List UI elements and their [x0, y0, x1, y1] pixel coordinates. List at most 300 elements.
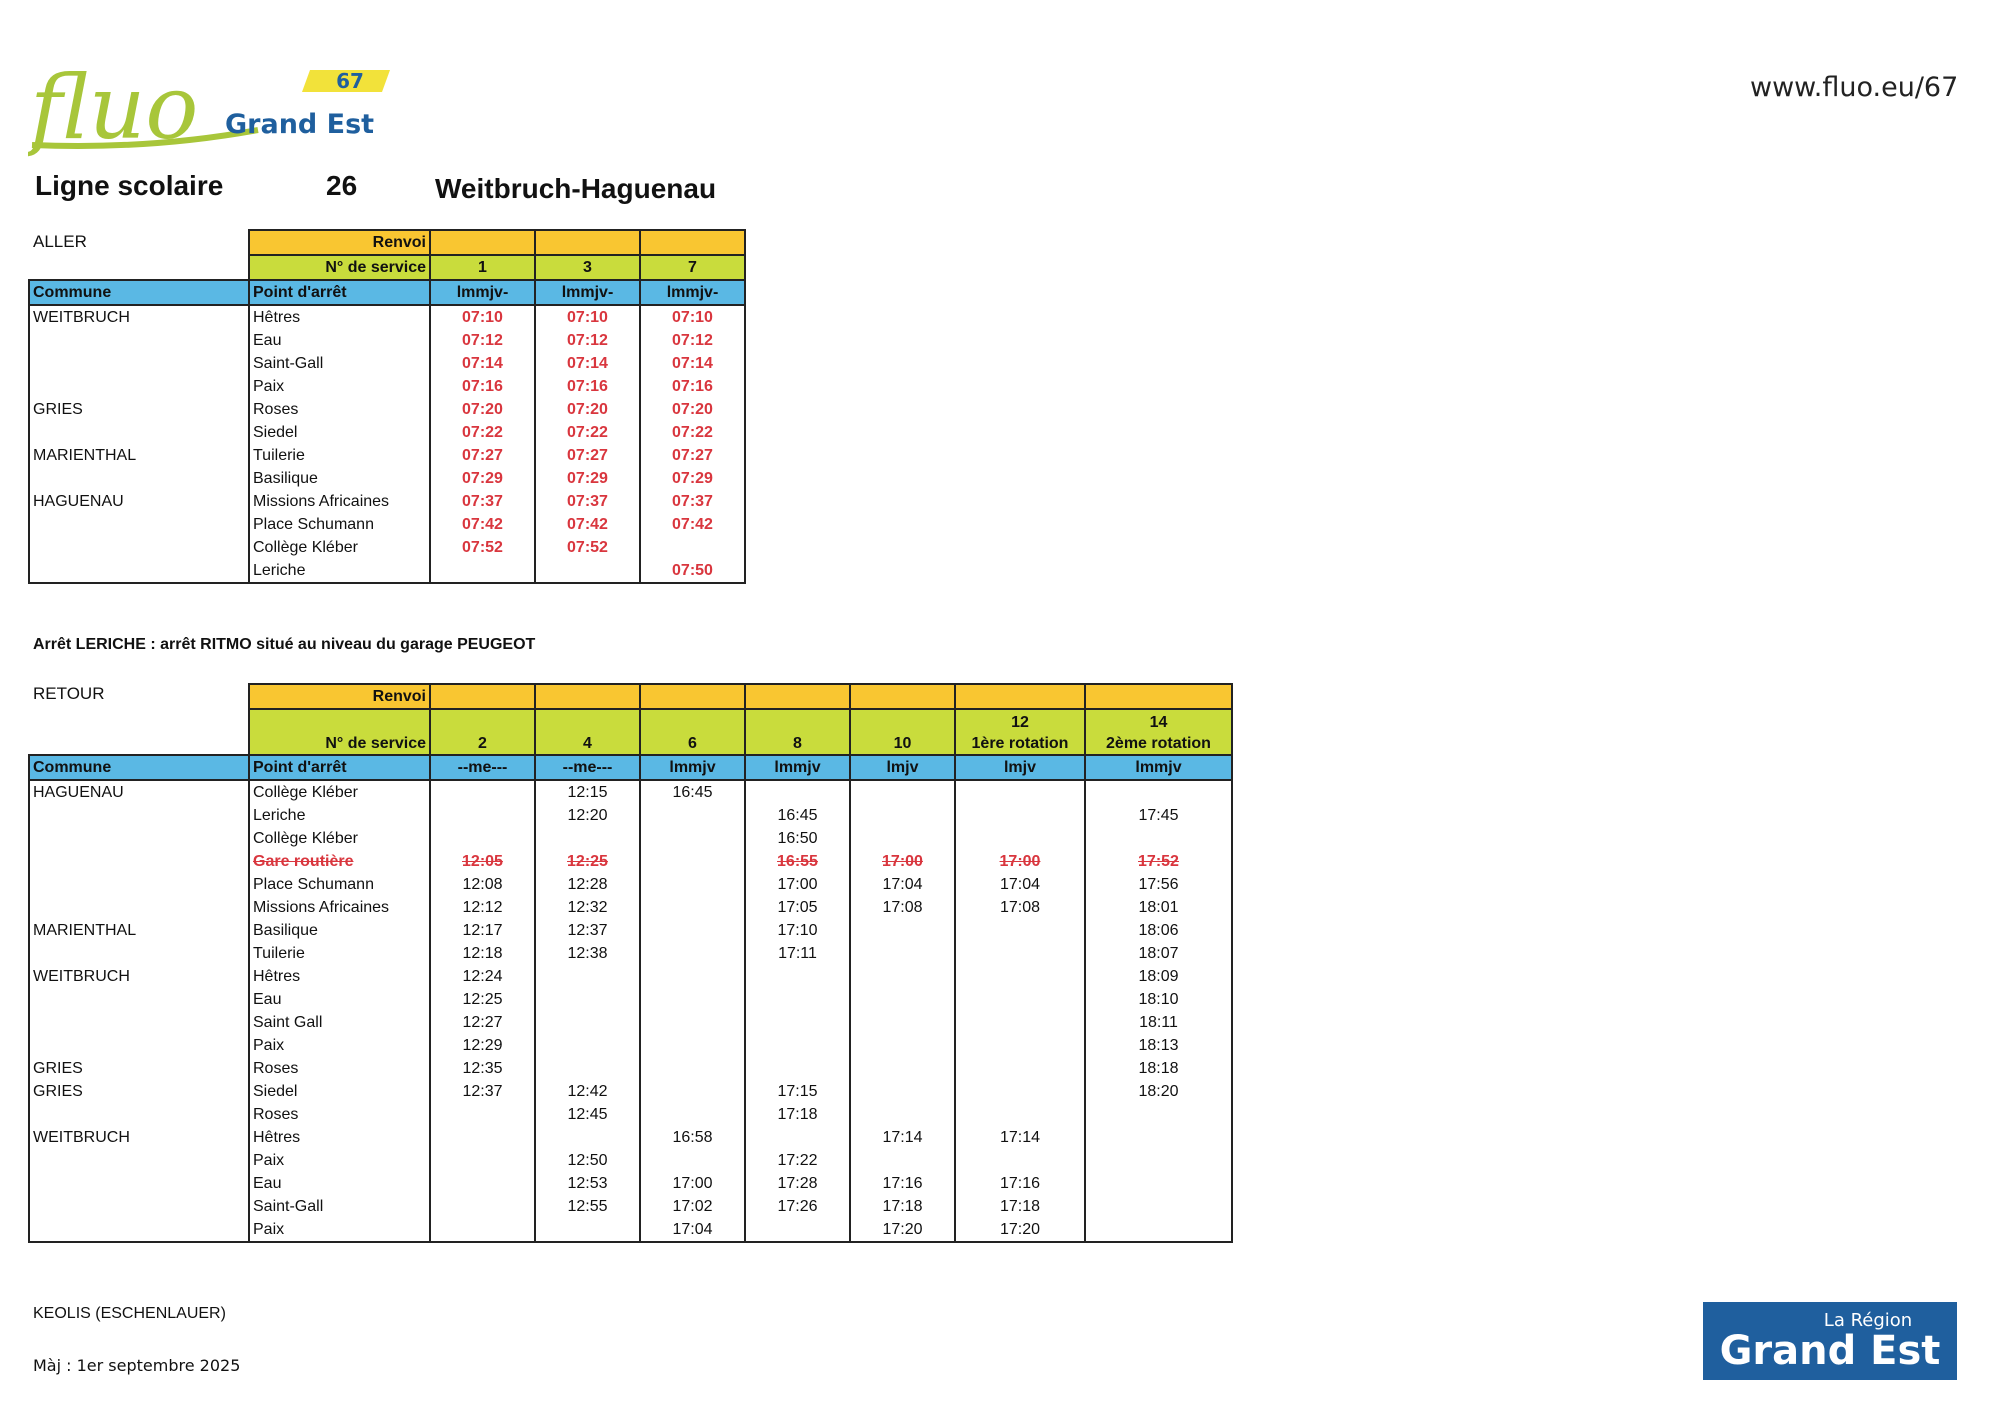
aller-service-row	[29, 255, 745, 280]
time-cell: 17:02	[640, 1195, 745, 1218]
time-cell: 18:01	[1085, 896, 1232, 919]
time-cell	[850, 1034, 955, 1057]
time-cell	[850, 1149, 955, 1172]
time-cell	[535, 1034, 640, 1057]
retour-table-row	[29, 850, 1232, 873]
commune-cell	[29, 559, 249, 583]
region-grand-est-logo	[1703, 1302, 1957, 1380]
time-cell	[955, 1080, 1085, 1103]
stop-cell: Hêtres	[249, 1126, 430, 1149]
commune-cell	[29, 352, 249, 375]
time-cell	[1085, 1172, 1232, 1195]
stop-cell: Place Schumann	[249, 513, 430, 536]
stop-cell: Leriche	[249, 804, 430, 827]
time-cell	[640, 1080, 745, 1103]
retour-table-row	[29, 1057, 1232, 1080]
commune-cell	[29, 1034, 249, 1057]
time-cell	[640, 804, 745, 827]
commune-cell	[29, 1172, 249, 1195]
time-cell: 12:55	[535, 1195, 640, 1218]
time-cell: 07:16	[430, 375, 535, 398]
stop-cell: Roses	[249, 1057, 430, 1080]
aller-stop-header: Point d'arrêt	[249, 280, 430, 305]
time-cell: 07:12	[640, 329, 745, 352]
time-cell: 07:16	[535, 375, 640, 398]
time-cell	[430, 827, 535, 850]
stop-cell: Paix	[249, 1034, 430, 1057]
time-cell: 12:29	[430, 1034, 535, 1057]
retour-table-row	[29, 1195, 1232, 1218]
commune-cell	[29, 467, 249, 490]
retour-table-row	[29, 1172, 1232, 1195]
aller-renvoi-row	[29, 230, 745, 255]
stop-cell: Saint-Gall	[249, 1195, 430, 1218]
retour-service-number	[1085, 709, 1232, 755]
aller-table-row	[29, 329, 745, 352]
time-cell	[640, 850, 745, 873]
aller-column-header-row	[29, 280, 745, 305]
commune-cell	[29, 421, 249, 444]
time-cell	[430, 559, 535, 583]
aller-renvoi-cell	[535, 230, 640, 255]
time-cell: 12:05	[430, 850, 535, 873]
time-cell	[640, 1034, 745, 1057]
retour-days-cell: lmjv	[955, 755, 1085, 780]
time-cell: 18:06	[1085, 919, 1232, 942]
stop-cell: Basilique	[249, 919, 430, 942]
retour-service-number	[955, 709, 1085, 755]
time-cell: 17:18	[955, 1195, 1085, 1218]
time-cell: 12:53	[535, 1172, 640, 1195]
time-cell: 17:52	[1085, 850, 1232, 873]
time-cell: 17:00	[640, 1172, 745, 1195]
fluo-grand-est-logo	[28, 50, 398, 160]
commune-cell	[29, 1195, 249, 1218]
time-cell	[640, 827, 745, 850]
aller-table-row	[29, 305, 745, 329]
aller-service-number: 3	[535, 255, 640, 280]
stop-cell: Place Schumann	[249, 873, 430, 896]
time-cell	[955, 965, 1085, 988]
time-cell	[955, 1149, 1085, 1172]
time-cell	[640, 536, 745, 559]
aller-empty-cell	[29, 230, 249, 255]
retour-renvoi-cell	[745, 684, 850, 709]
time-cell: 07:12	[430, 329, 535, 352]
time-cell: 07:37	[430, 490, 535, 513]
time-cell: 17:08	[850, 896, 955, 919]
time-cell: 07:29	[535, 467, 640, 490]
stop-cell: Missions Africaines	[249, 896, 430, 919]
website-url[interactable]: www.fluo.eu/67	[1750, 72, 1959, 103]
route-name: Weitbruch-Haguenau	[435, 173, 717, 204]
time-cell: 12:28	[535, 873, 640, 896]
time-cell: 17:20	[955, 1218, 1085, 1242]
commune-cell	[29, 513, 249, 536]
aller-empty-cell	[29, 255, 249, 280]
time-cell	[745, 780, 850, 804]
time-cell: 12:35	[430, 1057, 535, 1080]
region-logo-top-text: La Région	[1823, 1310, 1913, 1331]
time-cell	[955, 919, 1085, 942]
stop-cell: Paix	[249, 375, 430, 398]
retour-service-number: 8	[745, 709, 850, 755]
commune-cell	[29, 1218, 249, 1242]
time-cell	[955, 827, 1085, 850]
commune-cell: HAGUENAU	[29, 490, 249, 513]
line-type-title: Ligne scolaire	[35, 170, 224, 201]
time-cell: 16:58	[640, 1126, 745, 1149]
retour-service-number: 6	[640, 709, 745, 755]
time-cell: 17:26	[745, 1195, 850, 1218]
retour-empty-cell	[29, 709, 249, 755]
commune-cell	[29, 942, 249, 965]
time-cell: 12:08	[430, 873, 535, 896]
retour-table-row	[29, 896, 1232, 919]
time-cell: 18:13	[1085, 1034, 1232, 1057]
time-cell: 17:18	[745, 1103, 850, 1126]
retour-renvoi-cell	[955, 684, 1085, 709]
retour-service-num: 14	[1149, 714, 1168, 731]
retour-table-row	[29, 1218, 1232, 1242]
time-cell: 17:04	[955, 873, 1085, 896]
time-cell	[1085, 1195, 1232, 1218]
stop-cell: Saint-Gall	[249, 352, 430, 375]
retour-renvoi-label: Renvoi	[249, 684, 430, 709]
time-cell: 17:14	[850, 1126, 955, 1149]
aller-service-number: 1	[430, 255, 535, 280]
aller-table-row	[29, 513, 745, 536]
time-cell	[1085, 780, 1232, 804]
retour-table-row	[29, 1011, 1232, 1034]
time-cell	[745, 965, 850, 988]
time-cell	[640, 1149, 745, 1172]
retour-renvoi-row	[29, 684, 1232, 709]
time-cell: 17:56	[1085, 873, 1232, 896]
stop-cell: Eau	[249, 988, 430, 1011]
time-cell	[955, 1034, 1085, 1057]
aller-table-row	[29, 536, 745, 559]
time-cell	[640, 988, 745, 1011]
leriche-stop-note: Arrêt LERICHE : arrêt RITMO situé au niveau du garage PEUGEOT	[33, 636, 536, 653]
retour-renvoi-cell	[430, 684, 535, 709]
retour-renvoi-cell	[850, 684, 955, 709]
stop-cell: Tuilerie	[249, 942, 430, 965]
stop-cell: Basilique	[249, 467, 430, 490]
retour-service-number: 2	[430, 709, 535, 755]
aller-table-row	[29, 375, 745, 398]
commune-cell	[29, 827, 249, 850]
time-cell	[850, 942, 955, 965]
time-cell	[955, 1103, 1085, 1126]
time-cell	[955, 1011, 1085, 1034]
aller-table-row	[29, 467, 745, 490]
retour-table-row	[29, 1149, 1232, 1172]
time-cell: 07:22	[535, 421, 640, 444]
time-cell	[430, 1218, 535, 1242]
time-cell: 12:20	[535, 804, 640, 827]
time-cell	[850, 1103, 955, 1126]
time-cell	[640, 965, 745, 988]
retour-days-cell: --me---	[535, 755, 640, 780]
commune-cell	[29, 804, 249, 827]
stop-cell: Missions Africaines	[249, 490, 430, 513]
time-cell	[535, 988, 640, 1011]
aller-table-row	[29, 559, 745, 583]
region-logo-name: Grand Est	[1719, 1328, 1941, 1374]
commune-cell	[29, 896, 249, 919]
time-cell: 07:42	[430, 513, 535, 536]
time-cell: 17:18	[850, 1195, 955, 1218]
time-cell	[745, 988, 850, 1011]
time-cell: 07:22	[640, 421, 745, 444]
commune-cell: WEITBRUCH	[29, 965, 249, 988]
time-cell: 17:14	[955, 1126, 1085, 1149]
aller-body	[29, 305, 745, 583]
logo-fluo-text: fluo	[30, 56, 199, 159]
retour-service-rotation: 2ème rotation	[1106, 735, 1211, 752]
time-cell	[535, 1218, 640, 1242]
time-cell	[430, 1126, 535, 1149]
time-cell: 12:24	[430, 965, 535, 988]
time-cell: 17:16	[955, 1172, 1085, 1195]
time-cell: 12:18	[430, 942, 535, 965]
aller-table-row	[29, 352, 745, 375]
time-cell: 12:12	[430, 896, 535, 919]
aller-commune-header: Commune	[29, 280, 249, 305]
time-cell: 07:12	[535, 329, 640, 352]
aller-timetable	[28, 229, 746, 584]
time-cell: 07:27	[535, 444, 640, 467]
retour-service-num: 12	[1011, 714, 1029, 731]
time-cell	[640, 919, 745, 942]
time-cell: 17:00	[745, 873, 850, 896]
retour-table-row	[29, 780, 1232, 804]
time-cell: 17:08	[955, 896, 1085, 919]
time-cell: 12:37	[535, 919, 640, 942]
stop-cell: Tuilerie	[249, 444, 430, 467]
time-cell: 16:50	[745, 827, 850, 850]
aller-days-cell: lmmjv-	[640, 280, 745, 305]
time-cell	[850, 827, 955, 850]
aller-days-cell: lmmjv-	[535, 280, 640, 305]
time-cell: 17:04	[640, 1218, 745, 1242]
time-cell: 07:37	[535, 490, 640, 513]
time-cell: 12:25	[430, 988, 535, 1011]
retour-days-cell: lmmjv	[1085, 755, 1232, 780]
time-cell: 12:38	[535, 942, 640, 965]
time-cell: 17:45	[1085, 804, 1232, 827]
stop-cell: Siedel	[249, 421, 430, 444]
time-cell	[745, 1218, 850, 1242]
time-cell: 07:27	[430, 444, 535, 467]
time-cell	[535, 1126, 640, 1149]
retour-table-row	[29, 965, 1232, 988]
time-cell	[955, 988, 1085, 1011]
commune-cell	[29, 536, 249, 559]
time-cell: 17:11	[745, 942, 850, 965]
time-cell: 17:22	[745, 1149, 850, 1172]
time-cell: 17:15	[745, 1080, 850, 1103]
time-cell: 07:14	[535, 352, 640, 375]
time-cell: 17:28	[745, 1172, 850, 1195]
aller-renvoi-label: Renvoi	[249, 230, 430, 255]
stop-cell: Eau	[249, 1172, 430, 1195]
retour-timetable	[28, 683, 1233, 1243]
aller-table-row	[29, 398, 745, 421]
retour-renvoi-cell	[640, 684, 745, 709]
retour-table-row	[29, 1103, 1232, 1126]
retour-days-cell: lmmjv	[745, 755, 850, 780]
time-cell: 17:16	[850, 1172, 955, 1195]
stop-cell: Hêtres	[249, 965, 430, 988]
time-cell	[955, 780, 1085, 804]
stop-cell: Eau	[249, 329, 430, 352]
time-cell	[640, 896, 745, 919]
time-cell: 12:45	[535, 1103, 640, 1126]
time-cell	[1085, 1103, 1232, 1126]
time-cell	[430, 804, 535, 827]
time-cell: 07:52	[535, 536, 640, 559]
time-cell: 07:14	[430, 352, 535, 375]
aller-days-cell: lmmjv-	[430, 280, 535, 305]
time-cell: 12:32	[535, 896, 640, 919]
commune-cell	[29, 1103, 249, 1126]
retour-table-row	[29, 1034, 1232, 1057]
aller-renvoi-cell	[430, 230, 535, 255]
time-cell: 12:37	[430, 1080, 535, 1103]
time-cell: 17:00	[955, 850, 1085, 873]
time-cell: 07:10	[640, 305, 745, 329]
aller-section-label: ALLER	[33, 232, 87, 251]
time-cell: 18:18	[1085, 1057, 1232, 1080]
retour-column-header-row	[29, 755, 1232, 780]
time-cell: 17:20	[850, 1218, 955, 1242]
time-cell: 07:42	[640, 513, 745, 536]
retour-renvoi-cell	[1085, 684, 1232, 709]
commune-cell: WEITBRUCH	[29, 305, 249, 329]
time-cell: 07:10	[430, 305, 535, 329]
retour-stop-header: Point d'arrêt	[249, 755, 430, 780]
time-cell	[430, 1103, 535, 1126]
time-cell: 12:15	[535, 780, 640, 804]
time-cell: 07:20	[430, 398, 535, 421]
time-cell	[1085, 827, 1232, 850]
aller-table-row	[29, 490, 745, 513]
stop-cell: Paix	[249, 1218, 430, 1242]
retour-commune-header: Commune	[29, 755, 249, 780]
time-cell	[640, 1011, 745, 1034]
time-cell	[955, 804, 1085, 827]
time-cell	[850, 1057, 955, 1080]
time-cell	[535, 965, 640, 988]
commune-cell: MARIENTHAL	[29, 919, 249, 942]
aller-table-row	[29, 444, 745, 467]
time-cell	[850, 988, 955, 1011]
retour-table-row	[29, 827, 1232, 850]
logo-badge-text: 67	[336, 69, 364, 93]
time-cell: 18:07	[1085, 942, 1232, 965]
time-cell	[640, 942, 745, 965]
time-cell: 07:20	[535, 398, 640, 421]
retour-service-number: 10	[850, 709, 955, 755]
time-cell: 07:14	[640, 352, 745, 375]
time-cell	[745, 1011, 850, 1034]
time-cell: 07:10	[535, 305, 640, 329]
time-cell: 07:27	[640, 444, 745, 467]
stop-cell: Roses	[249, 398, 430, 421]
time-cell: 17:04	[850, 873, 955, 896]
time-cell	[640, 1103, 745, 1126]
stop-cell: Collège Kléber	[249, 780, 430, 804]
time-cell	[955, 1057, 1085, 1080]
commune-cell: MARIENTHAL	[29, 444, 249, 467]
logo-grand-est-text: Grand Est	[225, 109, 375, 140]
stop-cell: Roses	[249, 1103, 430, 1126]
time-cell	[430, 1149, 535, 1172]
time-cell	[430, 1172, 535, 1195]
stop-cell: Gare routière	[249, 850, 430, 873]
time-cell: 12:42	[535, 1080, 640, 1103]
retour-body	[29, 780, 1232, 1242]
time-cell: 07:52	[430, 536, 535, 559]
time-cell: 16:45	[640, 780, 745, 804]
update-date: Màj : 1er septembre 2025	[33, 1356, 241, 1375]
time-cell	[640, 873, 745, 896]
time-cell: 16:45	[745, 804, 850, 827]
retour-days-cell: lmjv	[850, 755, 955, 780]
time-cell	[955, 942, 1085, 965]
time-cell	[850, 965, 955, 988]
commune-cell: WEITBRUCH	[29, 1126, 249, 1149]
commune-cell: GRIES	[29, 398, 249, 421]
retour-service-number: 4	[535, 709, 640, 755]
retour-table-row	[29, 804, 1232, 827]
time-cell	[850, 780, 955, 804]
stop-cell: Siedel	[249, 1080, 430, 1103]
time-cell: 07:22	[430, 421, 535, 444]
time-cell: 12:27	[430, 1011, 535, 1034]
commune-cell: HAGUENAU	[29, 780, 249, 804]
time-cell	[850, 804, 955, 827]
time-cell	[850, 1080, 955, 1103]
retour-table-row	[29, 1080, 1232, 1103]
aller-service-number: 7	[640, 255, 745, 280]
stop-cell: Saint Gall	[249, 1011, 430, 1034]
time-cell: 07:42	[535, 513, 640, 536]
retour-section-label: RETOUR	[33, 684, 105, 703]
aller-renvoi-cell	[640, 230, 745, 255]
time-cell	[535, 559, 640, 583]
time-cell	[535, 827, 640, 850]
stop-cell: Collège Kléber	[249, 536, 430, 559]
time-cell	[640, 1057, 745, 1080]
aller-table-row	[29, 421, 745, 444]
time-cell: 18:20	[1085, 1080, 1232, 1103]
time-cell	[1085, 1149, 1232, 1172]
time-cell	[745, 1057, 850, 1080]
time-cell: 18:10	[1085, 988, 1232, 1011]
retour-days-cell: lmmjv	[640, 755, 745, 780]
time-cell	[1085, 1218, 1232, 1242]
retour-empty-cell	[29, 684, 249, 709]
retour-table-row	[29, 988, 1232, 1011]
time-cell	[850, 1011, 955, 1034]
commune-cell	[29, 988, 249, 1011]
stop-cell: Paix	[249, 1149, 430, 1172]
time-cell	[1085, 1126, 1232, 1149]
stop-cell: Hêtres	[249, 305, 430, 329]
